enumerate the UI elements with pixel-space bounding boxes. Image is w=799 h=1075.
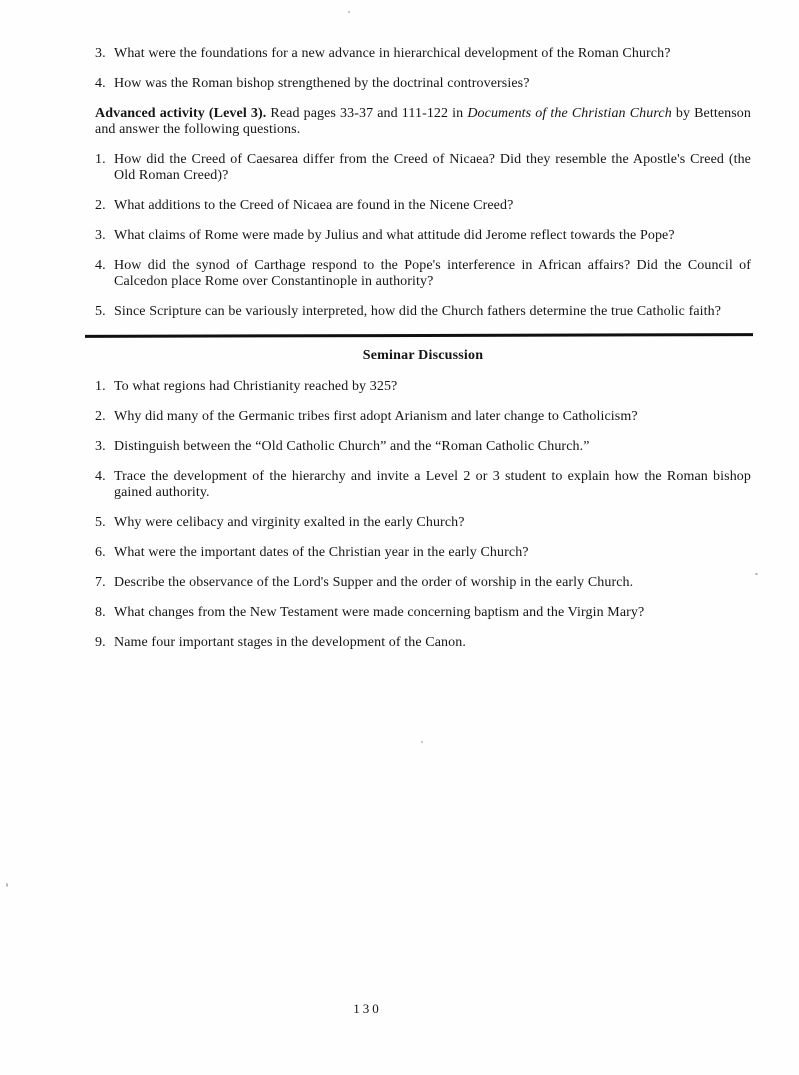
item-number: 4.: [95, 76, 106, 91]
item-number: 4.: [95, 258, 106, 273]
item-number: 7.: [95, 575, 106, 590]
item-number: 9.: [95, 635, 106, 650]
item-text: Why were celibacy and virginity exalted in the early Church?: [114, 515, 465, 530]
intro-text: Read pages 33-37 and 111-122 in: [266, 106, 468, 121]
item-number: 3.: [95, 439, 106, 454]
item-text: To what regions had Christianity reached by 325?: [114, 379, 398, 394]
item-number: 4.: [95, 469, 106, 484]
item-text: How was the Roman bishop strengthened by the doctrinal controversies?: [114, 76, 530, 91]
list-item: [95, 545, 751, 561]
item-number: 6.: [95, 545, 106, 560]
item-text: Trace the development of the hierarchy and invite a Level 2 or 3 student to explain how the Roman bishop gained authority.: [114, 469, 751, 500]
list-item: [95, 258, 751, 290]
item-text: What were the important dates of the Christian year in the early Church?: [114, 545, 529, 560]
item-number: 2.: [95, 198, 106, 213]
item-text: How did the Creed of Caesarea differ from the Creed of Nicaea? Did they resemble the Apostle's Creed (the Old Roman Creed)?: [114, 152, 751, 183]
scan-speck: [421, 741, 423, 743]
list-item: [95, 198, 751, 214]
list-item: [95, 409, 751, 425]
list-item: [95, 152, 751, 184]
section-divider: [85, 333, 753, 338]
list-item: [95, 605, 751, 621]
item-number: 1.: [95, 379, 106, 394]
item-number: 3.: [95, 228, 106, 243]
item-text: What were the foundations for a new advance in hierarchical development of the Roman Church?: [114, 46, 671, 61]
list-item: [95, 635, 751, 651]
list-item: [95, 575, 751, 591]
item-text: What claims of Rome were made by Julius and what attitude did Jerome reflect towards the Pope?: [114, 228, 675, 243]
intro-text: by Bettenson and answer the following questions.: [95, 106, 751, 137]
list-item: [95, 379, 751, 395]
item-number: 5.: [95, 515, 106, 530]
item-number: 1.: [95, 152, 106, 167]
scan-speck: [6, 883, 8, 887]
text-column: [95, 46, 751, 665]
item-number: 5.: [95, 304, 106, 319]
item-number: 2.: [95, 409, 106, 424]
item-number: 3.: [95, 46, 106, 61]
item-text: What additions to the Creed of Nicaea are found in the Nicene Creed?: [114, 198, 514, 213]
item-text: Why did many of the Germanic tribes first adopt Arianism and later change to Catholicism?: [114, 409, 638, 424]
list-item: [95, 304, 751, 320]
advanced-activity-title: Advanced activity (Level 3).: [95, 106, 267, 121]
list-item: [95, 515, 751, 531]
advanced-activity-intro: [95, 106, 751, 138]
item-text: Name four important stages in the development of the Canon.: [114, 635, 466, 650]
scan-speck: [348, 11, 350, 13]
item-text: What changes from the New Testament were made concerning baptism and the Virgin Mary?: [114, 605, 645, 620]
list-item: [95, 469, 751, 501]
list-item: [95, 76, 751, 92]
item-text: Distinguish between the “Old Catholic Church” and the “Roman Catholic Church.”: [114, 439, 590, 454]
seminar-heading: Seminar Discussion: [362, 348, 484, 363]
list-item: [95, 46, 751, 62]
book-title: Documents of the Christian Church: [467, 106, 672, 121]
item-number: 8.: [95, 605, 106, 620]
list-item: [95, 439, 751, 455]
list-item: [95, 228, 751, 244]
item-text: Since Scripture can be variously interpreted, how did the Church fathers determine the true Catholic faith?: [114, 304, 722, 319]
page-number: 130: [353, 1001, 382, 1016]
scan-speck: [755, 573, 758, 575]
item-text: Describe the observance of the Lord's Supper and the order of worship in the early Church.: [114, 575, 634, 590]
item-text: How did the synod of Carthage respond to the Pope's interference in African affairs? Did the Council of Calcedon place Rome over Constantinople in authority?: [114, 258, 751, 289]
